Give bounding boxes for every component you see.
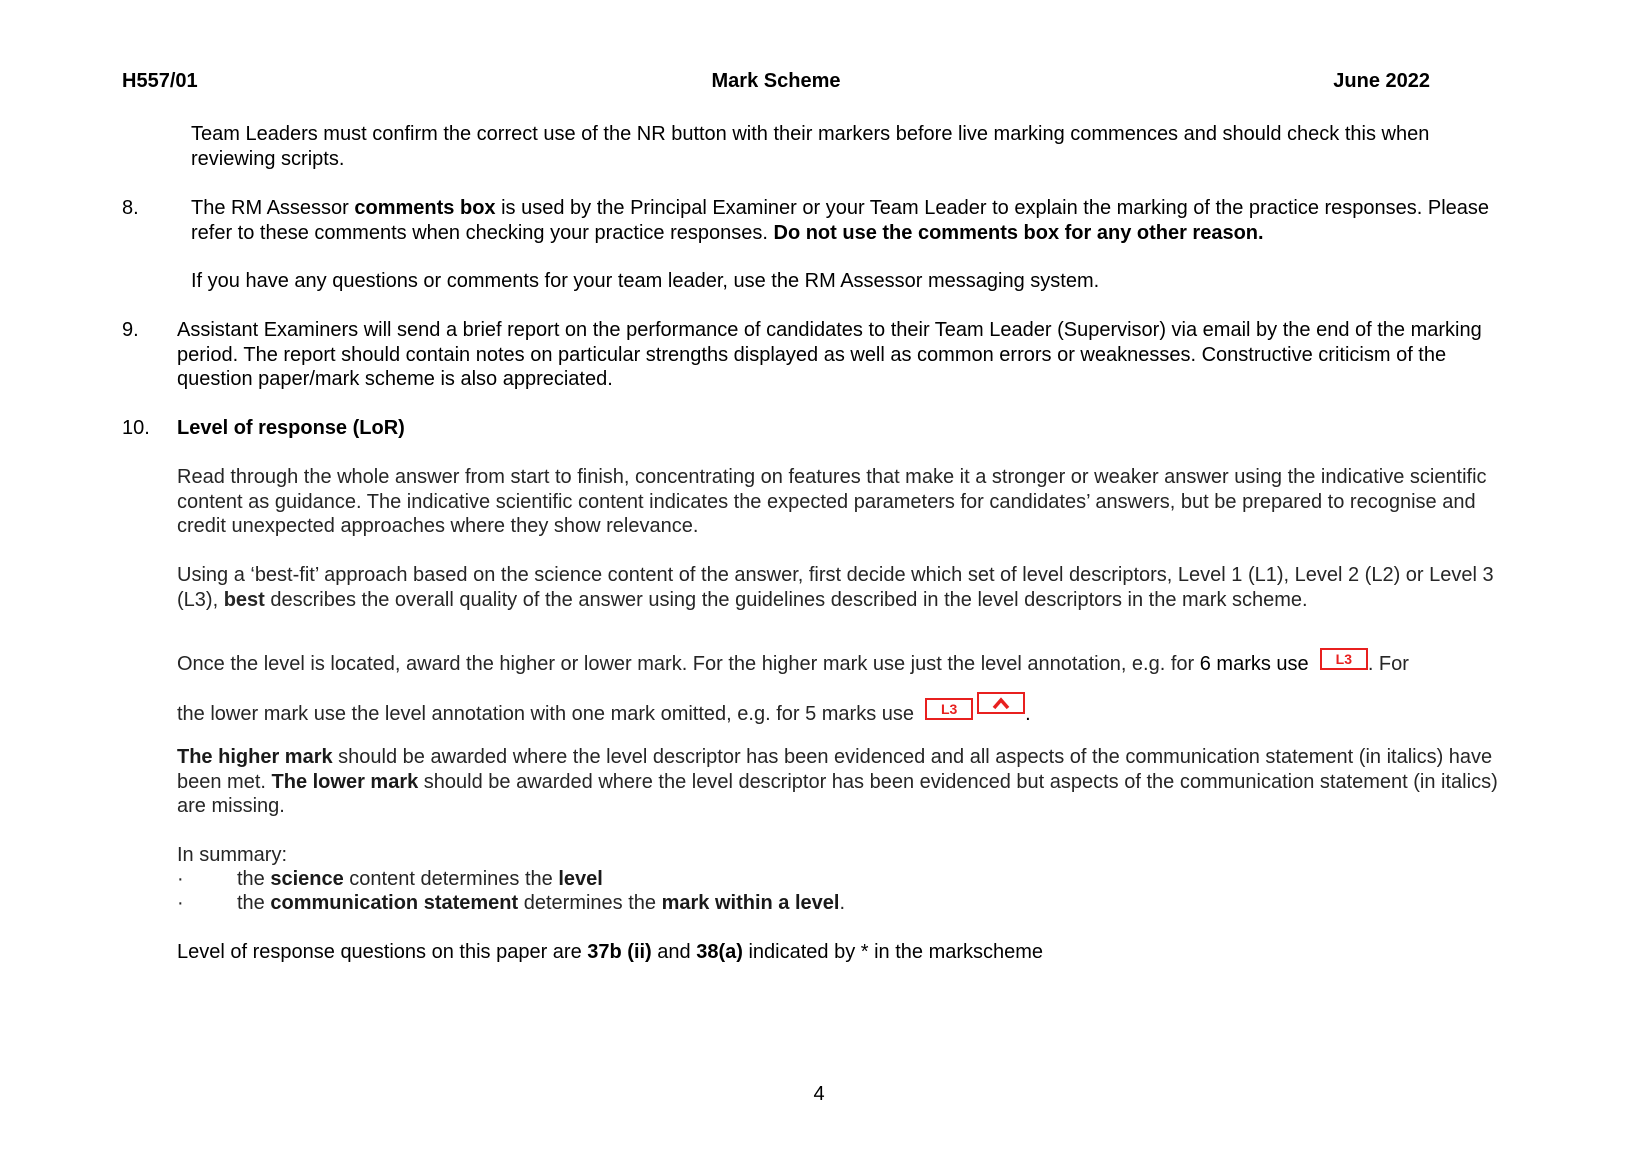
lor-higher-mark-text: Once the level is located, award the higher or lower mark. For the higher mark use just the level annotation, e.g. for (177, 653, 1200, 675)
l3-annotation-icon-2: L3 (925, 698, 973, 720)
item-10-title: Level of response (LoR) (177, 417, 405, 439)
summary-bullet-communication-text (237, 891, 845, 916)
bullet-dot-icon: · (177, 868, 184, 890)
header-title: Mark Scheme (711, 70, 841, 92)
l3-annotation-icon: L3 (1320, 648, 1368, 670)
bullet-dot-icon-2: · (177, 892, 184, 914)
lor-higher-mark-bold: The higher mark (177, 746, 333, 768)
item-8-text-a: The RM Assessor (191, 197, 355, 219)
caret-up-icon (977, 692, 1025, 714)
lor-read-through-paragraph: Read through the whole answer from start to finish, concentrating on features that make it a stronger or weaker answer using the indicative scientific content as guidance. The indicative scientific content indicates the expected parameters for candidates’ answers, but be prepared to recognise and credit unexpected approaches where they show relevance. (177, 466, 1487, 537)
bullet-0-a: the (237, 868, 271, 890)
item-8-messaging-paragraph: If you have any questions or comments for your team leader, use the RM Assessor messaging system. (191, 270, 1100, 292)
lor-questions-line (177, 940, 1043, 965)
bullet-1-d: mark within a level (661, 892, 840, 914)
bullet-1-e: . (839, 892, 846, 914)
bullet-1-c: determines the (518, 892, 662, 914)
item-8-comments-box: comments box (354, 197, 496, 219)
lor-six-marks-text: 6 marks use (1199, 653, 1309, 675)
lor-lower-mark-text: the lower mark use the level annotation with one mark omitted, e.g. for 5 marks use (177, 703, 915, 725)
item-9-number: 9. (122, 319, 139, 341)
bullet-1-b: communication statement (270, 892, 519, 914)
summary-bullet-science-text (237, 867, 603, 892)
lor-questions-text-e: indicated by * in the markscheme (742, 941, 1044, 963)
item-8-warning: Do not use the comments box for any other reason. (773, 221, 1264, 244)
lor-questions-text-c: and (651, 941, 697, 963)
lor-best-fit-text-a: Using a ‘best-fit’ approach based on the science content of the answer, first decide which set of level descriptors, Level 1 (L1), Level 2 (L2) or Level 3 (L3), (177, 564, 1494, 611)
lor-lower-mark-line (177, 692, 1031, 727)
lor-best-fit-text-c: describes the overall quality of the answer using the guidelines described in the level descriptors in the mark scheme. (264, 588, 1308, 611)
bullet-0-b: science (270, 868, 344, 890)
item-8-paragraph (191, 196, 1526, 245)
item-10-number: 10. (122, 417, 150, 439)
lor-questions-text-a: Level of response questions on this paper are (177, 941, 588, 963)
lor-question-38a: 38(a) (696, 941, 743, 963)
lor-lower-mark-desc: should be awarded where the level descriptor has been evidenced but aspects of the communication statement (in italics) are missing. (177, 770, 1498, 817)
page-number: 4 (813, 1083, 825, 1105)
header-paper-code: H557/01 (122, 70, 198, 92)
lor-lower-mark-bold: The lower mark (271, 770, 419, 793)
item-9-paragraph: Assistant Examiners will send a brief report on the performance of candidates to their Team Leader (Supervisor) via email by the end of the marking period. The report should contain notes on particular strengths displayed as well as common errors or weaknesses. Constructive criticism of the question paper/mark scheme is also appreciated. (177, 319, 1482, 390)
lor-best-fit-best: best (223, 588, 265, 611)
summary-label: In summary: (177, 844, 288, 866)
lor-higher-lower-paragraph (177, 745, 1522, 819)
lor-higher-mark-desc: should be awarded where the level descriptor has been evidenced and all aspects of the communication statement (in italics) have been met. (177, 746, 1493, 793)
bullet-0-d: level (558, 868, 603, 890)
lor-period: . (1025, 703, 1031, 725)
item-8-number: 8. (122, 197, 139, 219)
header-date: June 2022 (1333, 70, 1430, 92)
lor-for-text: . For (1367, 653, 1409, 675)
intro-paragraph: Team Leaders must confirm the correct use of the NR button with their markers before live marking commences and should check this when reviewing scripts. (191, 123, 1430, 170)
page-header (122, 70, 1430, 93)
lor-higher-mark-line (177, 648, 1409, 677)
lor-question-37b: 37b (ii) (587, 941, 652, 963)
item-8-text-c: is used by the Principal Examiner or your Team Leader to explain the marking of the practice responses. Please refer to these comments when checking your practice responses. (191, 197, 1490, 244)
lor-best-fit-paragraph (177, 563, 1517, 612)
bullet-0-c: content determines the (343, 868, 559, 890)
bullet-1-a: the (237, 892, 271, 914)
